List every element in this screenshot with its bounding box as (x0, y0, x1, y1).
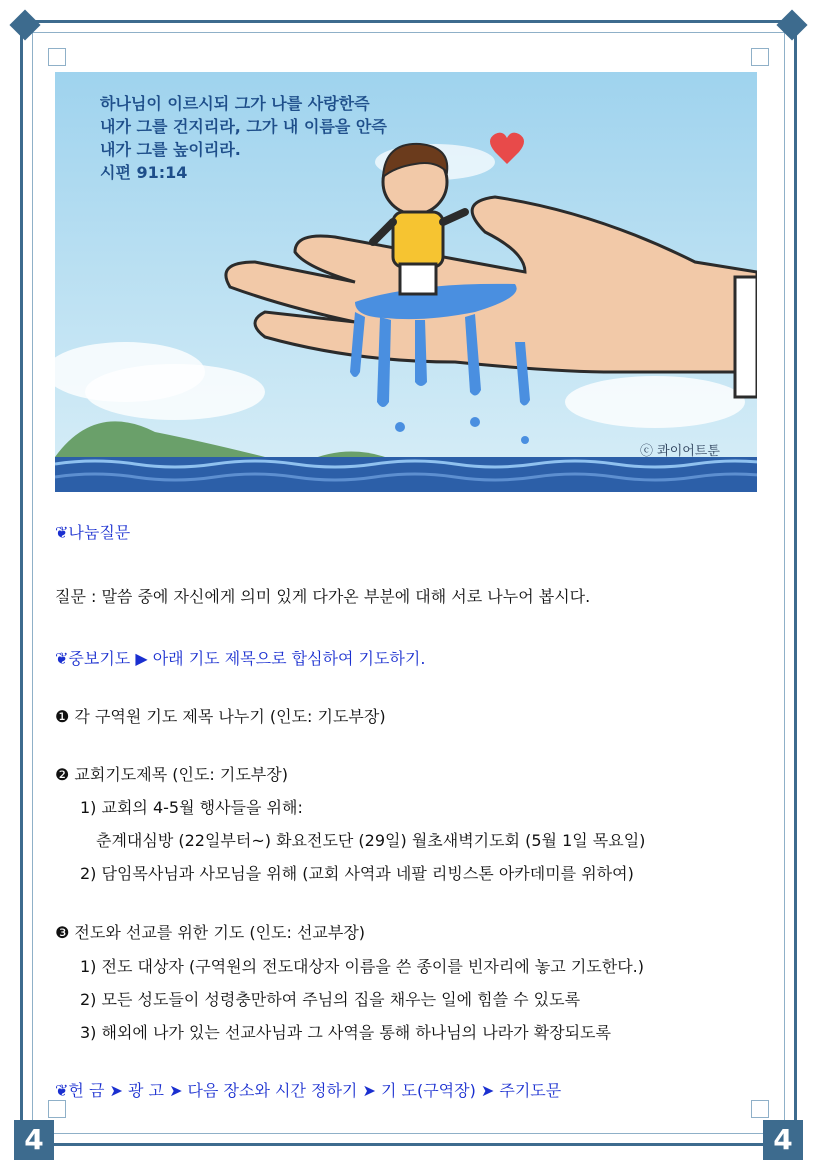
prayer-item-2-sub-1-detail: 춘계대심방 (22일부터~) 화요전도단 (29일) 월초새벽기도회 (5월 1일 목요일) (96, 831, 646, 850)
caption-line-3: 내가 그를 높이리라. (100, 140, 241, 159)
prayer-item-3: ❸ 전도와 선교를 위한 기도 (인도: 선교부장) (55, 923, 366, 942)
corner-square-bottom-left (48, 1100, 66, 1118)
prayer-item-1: ❶ 각 구역원 기도 제목 나누기 (인도: 기도부장) (55, 707, 386, 726)
corner-square-top-right (751, 48, 769, 66)
page-number-right: 4 (763, 1120, 803, 1160)
caption-line-1: 하나님이 이르시되 그가 나를 사랑한즉 (100, 94, 370, 113)
prayer-item-2-sub-2: 2) 담임목사님과 사모님을 위해 (교회 사역과 네팔 리빙스톤 아카데미를 위하여) (80, 864, 634, 883)
corner-square-top-left (48, 48, 66, 66)
prayer-item-3-sub-1: 1) 전도 대상자 (구역원의 전도대상자 이름을 쓴 종이를 빈자리에 놓고 기도한다.) (80, 957, 644, 976)
page-number-left: 4 (14, 1120, 54, 1160)
prayer-item-2: ❷ 교회기도제목 (인도: 기도부장) (55, 765, 288, 784)
sharing-heading: ❦나눔질문 (55, 523, 131, 542)
sharing-question: 질문 : 말씀 중에 자신에게 의미 있게 다가온 부분에 대해 서로 나누어 봅시다. (55, 587, 591, 606)
prayer-item-3-sub-3: 3) 해외에 나가 있는 선교사님과 그 사역을 통해 하나님의 나라가 확장되도록 (80, 1023, 611, 1042)
prayer-item-2-sub-1: 1) 교회의 4-5월 행사들을 위해: (80, 798, 303, 817)
meeting-order: ❦헌 금 ➤ 광 고 ➤ 다음 장소와 시간 정하기 ➤ 기 도(구역장) ➤ 주기도문 (55, 1081, 562, 1100)
illustration-credit: ⓒ 콰이어트툰 (640, 444, 720, 459)
illustration-caption (100, 92, 387, 184)
corner-square-bottom-right (751, 1100, 769, 1118)
intercession-heading: ❦중보기도 ▶ 아래 기도 제목으로 합심하여 기도하기. (55, 649, 426, 668)
prayer-item-3-sub-2: 2) 모든 성도들이 성령충만하여 주님의 집을 채우는 일에 힘쓸 수 있도록 (80, 990, 581, 1009)
hand-holding-boy-illustration (55, 72, 757, 492)
caption-line-4: 시편 91:14 (100, 163, 188, 182)
caption-line-2: 내가 그를 건지리라, 그가 내 이름을 안즉 (100, 117, 387, 136)
